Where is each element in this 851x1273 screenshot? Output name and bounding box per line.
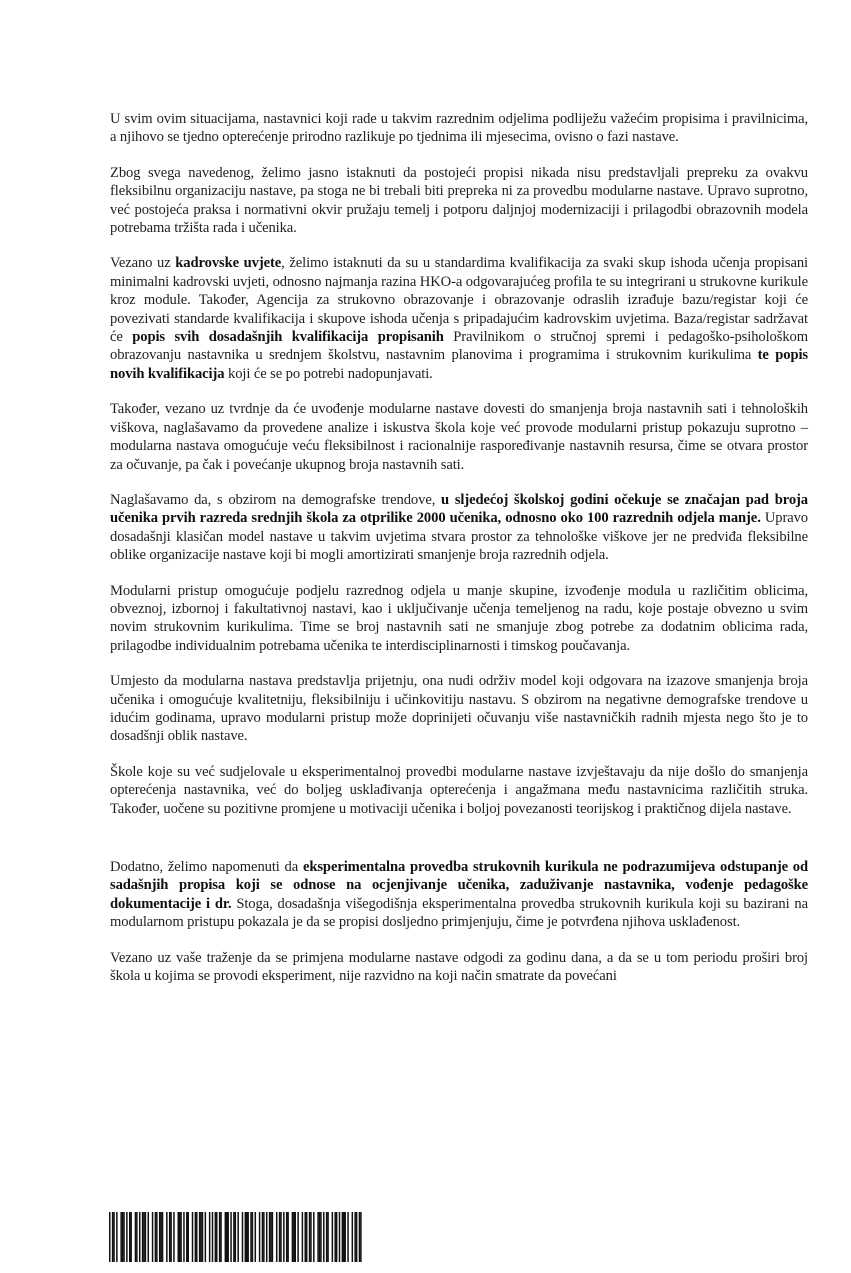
barcode-bar [336, 1212, 338, 1262]
barcode-bar [143, 1212, 145, 1262]
barcode-bar [120, 1212, 122, 1262]
barcode-bar [293, 1212, 295, 1262]
barcode-bar [135, 1212, 137, 1262]
paragraph-8 [110, 763, 808, 818]
text-segment: Vezano uz [110, 255, 176, 272]
text-segment: Naglašavamo da, s obzirom na demografske trendove, [110, 491, 442, 508]
barcode-bar [225, 1212, 227, 1262]
barcode-bar [186, 1212, 188, 1262]
barcode-bar [142, 1212, 144, 1262]
barcode-bar [152, 1212, 154, 1262]
text-segment: Škole koje su već sudjelovale u eksperimentalnoj provedbi modularne nastave izvještavaju da nije došlo do smanjenja opterećenja nastavnika, već do boljeg usklađivanja opterećenja i angažmana među nastavnicima različitih struka. Također, uočene su pozitivne promjene u motivaciji učenika i boljoj povezanosti teorijskog i praktičnog dijela nastave. [110, 763, 808, 817]
paragraph-5 [110, 491, 808, 565]
barcode-icon [109, 1212, 363, 1262]
barcode-bar [272, 1212, 274, 1262]
barcode-bar [292, 1212, 294, 1262]
barcode-bar [286, 1212, 288, 1262]
barcode-bar [332, 1212, 334, 1262]
barcode-bar [320, 1212, 322, 1262]
text-segment: Stoga, dosadašnja višegodišnja eksperimentalna provedba strukovnih kurikula koji su bazirani na modularnom pristupu pokazala je da se propisi dosljedno primjenjuju, čime je potvrđena njihova usklađenost. [110, 895, 809, 931]
bold-text-segment: popis svih dosadašnjih kvalifikacija propisanih [132, 329, 444, 346]
paragraph-9 [110, 858, 808, 932]
paragraph-7 [110, 672, 808, 746]
text-segment: Također, vezano uz tvrdnje da će uvođenje modularne nastave dovesti do smanjenja broja nastavnih sati i tehnoloških viškova, naglašavamo da provedene analize i iskustva škola koje već provode modularni pristup pokazuju suprotno – modularna nastava omogućuje veću fleksibilnost i racionalnije raspoređivanje nastavnih resursa, čime se otvara prostor za očuvanje, pa čak i povećanje ukupnog broja nastavnih sati. [110, 401, 808, 473]
barcode-bar [283, 1212, 285, 1262]
text-segment: U svim ovim situacijama, nastavnici koji rade u takvim razrednim odjelima podliježu važećim propisima i pravilnicima, a njihovo se tjedno opterećenje prirodno razlikuje po tjednima ili mjesecima, ovisno o fazi nastave. [110, 111, 808, 146]
barcode-bar [306, 1212, 308, 1262]
barcode-bar [192, 1212, 194, 1262]
barcode-bar [255, 1212, 256, 1262]
barcode-bar [209, 1212, 211, 1262]
barcode-bar [183, 1212, 185, 1262]
barcode-bar [226, 1212, 228, 1262]
barcode-bar [173, 1212, 175, 1262]
barcode-bar [342, 1212, 344, 1262]
barcode-bar [317, 1212, 319, 1262]
barcode-bar [323, 1212, 325, 1262]
barcode-bar [287, 1212, 289, 1262]
barcode-bar [129, 1212, 131, 1262]
barcode-bar [139, 1212, 141, 1262]
barcode-bar [354, 1212, 356, 1262]
barcode-bar [116, 1212, 118, 1262]
barcode-bar [219, 1212, 221, 1262]
barcode-bar [279, 1212, 281, 1262]
barcode-bar [297, 1212, 299, 1262]
bold-text-segment: kadrovske uvjete [175, 255, 282, 272]
paragraph-3 [110, 254, 808, 383]
barcode-bar [245, 1212, 247, 1262]
barcode-bar [179, 1212, 181, 1262]
barcode-bar [352, 1212, 354, 1262]
barcode-bar [309, 1212, 311, 1262]
barcode-bar [130, 1212, 132, 1262]
barcode-bar [347, 1212, 349, 1262]
barcode-bar [270, 1212, 272, 1262]
bold-text-segment: u sljedećoj školskoj godini očekuje se značajan pad broja učenika prvih razreda srednjih škola za otprilike 2000 učenika, odnosno oko 100 razrednih odjela manje. [110, 491, 808, 527]
text-segment: Pravilnikom o stručnoj spremi i pedagoško-psihološkom obrazovanju nastavnika u srednjem školstvu, nastavnim planovima i programima i strukovnim kurikulima [110, 329, 808, 364]
letter-body [110, 110, 808, 1002]
barcode-bar [235, 1212, 237, 1262]
barcode-bar [259, 1212, 261, 1262]
barcode-bar [200, 1212, 202, 1262]
barcode-bar [247, 1212, 249, 1262]
barcode-bar [339, 1212, 341, 1262]
barcode-bar [302, 1212, 304, 1262]
barcode-bar [162, 1212, 164, 1262]
barcode-bar [215, 1212, 217, 1262]
barcode-bar [170, 1212, 172, 1262]
barcode-bar [276, 1212, 278, 1262]
barcode-bar [122, 1212, 124, 1262]
barcode-bar [180, 1212, 182, 1262]
barcode-bar [230, 1212, 232, 1262]
barcode-bar [195, 1212, 197, 1262]
text-segment: koji će se po potrebi nadopunjavati. [224, 365, 433, 382]
barcode-bar [242, 1212, 244, 1262]
barcode-bar [359, 1212, 361, 1262]
barcode-bar [136, 1212, 138, 1262]
barcode-bar [112, 1212, 114, 1262]
barcode-bar [145, 1212, 147, 1262]
barcode-bar [227, 1212, 229, 1262]
barcode-bar [233, 1212, 235, 1262]
barcode-bar [220, 1212, 222, 1262]
barcode-bar [343, 1212, 345, 1262]
text-segment: Umjesto da modularna nastava predstavlja prijetnju, ona nudi održiv model koji odgovara na izazove smanjenja broja učenika i omogućuje kvalitetniju, fleksibilniju i učinkovitiju nastavu. S obzirom na negativne demografske trendove u idućim godinama, upravo modularni pristup može doprinijeti očuvanju više nastavničkih radnih mjesta nego što je to dosadšnji oblik nastave. [110, 673, 808, 745]
barcode-bar [187, 1212, 189, 1262]
text-segment: Upravo dosadašnji klasičan model nastave u takvim uvjetima stvara prostor za tehnološke viškove jer ne predviđa fleksibilne oblike organizacije nastave koji bi mogli amortizirati smanjenje broja razrednih odjela. [110, 510, 809, 564]
barcode-bar [269, 1212, 271, 1262]
paragraph-4 [110, 400, 808, 474]
paragraph-6 [110, 582, 808, 656]
barcode-bar [155, 1212, 157, 1262]
barcode-bar [126, 1212, 128, 1262]
barcode-bar [262, 1212, 264, 1262]
barcode-bar [148, 1212, 150, 1262]
barcode-bar [319, 1212, 321, 1262]
barcode-bar [356, 1212, 358, 1262]
barcode-bar [166, 1212, 168, 1262]
barcode-bar [196, 1212, 198, 1262]
barcode-bar [237, 1212, 239, 1262]
paragraph-1 [110, 110, 808, 147]
barcode-bar [246, 1212, 248, 1262]
barcode-bar [263, 1212, 265, 1262]
barcode-bar [159, 1212, 161, 1262]
barcode-bar [205, 1212, 207, 1262]
barcode-bar [280, 1212, 282, 1262]
text-segment: , želimo istaknuti da su u standardima kvalifikacija za svaki skup ishoda učenja propisani minimalni kadrovski uvjeti, odnosno najmanja razina HKO-a odgovarajućeg profila te su integrirani u strukovne kurikule kroz module. Također, Agencija za strukovno obrazovanje i obrazovanje odraslih izrađuje bazu/registar koji će povezivati standarde kvalifikacija i skupove ishoda učenja s pripadajućim kadrovskim uvjetima. Baza/registar sadržavat će [110, 255, 808, 346]
barcode-bar [109, 1212, 111, 1262]
barcode-bar [310, 1212, 312, 1262]
barcode-bar [250, 1212, 252, 1262]
barcode-bar [313, 1212, 315, 1262]
barcode-bar [304, 1212, 306, 1262]
barcode-bar [295, 1212, 297, 1262]
text-segment: Dodatno, želimo napomenuti da [110, 859, 303, 875]
text-segment: Vezano uz vaše traženje da se primjena modularne nastave odgodi za godinu dana, a da se u tom periodu proširi broj škola u kojima se provodi eksperiment, nije razvidno na koji način smatrate da povećani [110, 949, 808, 985]
barcode-bar [199, 1212, 201, 1262]
bold-text-segment: te popis novih kvalifikacija [110, 347, 809, 382]
paragraph-2 [110, 164, 808, 238]
barcode-bar [252, 1212, 254, 1262]
barcode-bar [326, 1212, 328, 1262]
barcode-bar [113, 1212, 115, 1262]
text-segment: Zbog svega navedenog, želimo jasno istaknuti da postojeći propisi nikada nisu predstavljali prepreku za ovakvu fleksibilnu organizaciju nastave, pa stoga ne bi trebali biti prepreka ni za provedbu modularne nastave. Upravo suprotno, već postojeća praksa i normativni okvir pružaju temelj i potporu daljnjoj modernizaciji i prilagodbi obrazovnih modela potrebama tržišta rada i učenika. [110, 164, 808, 237]
text-segment: Modularni pristup omogućuje podjelu razrednog odjela u manje skupine, izvođenje modula u različitim oblicima, obveznoj, izbornoj i fakultativnoj nastavi, kao i uključivanje učenja temeljenog na radu, koje postaje obvezno u svim novim strukovnim kurikulima. Time se broj nastavnih sati ne smanjuje zbog potrebe za dodatnim oblicima rada, prilagodbe individualnim potrebama učenika te interdisciplinarnosti i timskog poučavanja. [110, 582, 808, 654]
barcode-bar [360, 1212, 362, 1262]
barcode-bar [177, 1212, 179, 1262]
barcode-bar [334, 1212, 336, 1262]
barcode-bar [202, 1212, 204, 1262]
barcode-bar [212, 1212, 214, 1262]
barcode-bar [169, 1212, 171, 1262]
barcode-bar [216, 1212, 218, 1262]
paragraph-10 [110, 949, 808, 986]
bold-text-segment: eksperimentalna provedba strukovnih kurikula ne podrazumijeva odstupanje od sadašnjih propisa koji se odnose na ocjenjivanje učenika, zaduživanje nastavnika, vođenje pedagoške dokumentacije i dr. [110, 859, 808, 912]
barcode-bar [327, 1212, 329, 1262]
barcode-bar [123, 1212, 125, 1262]
barcode-bar [160, 1212, 162, 1262]
barcode-bar [344, 1212, 346, 1262]
barcode-bar [156, 1212, 158, 1262]
barcode-bar [266, 1212, 268, 1262]
